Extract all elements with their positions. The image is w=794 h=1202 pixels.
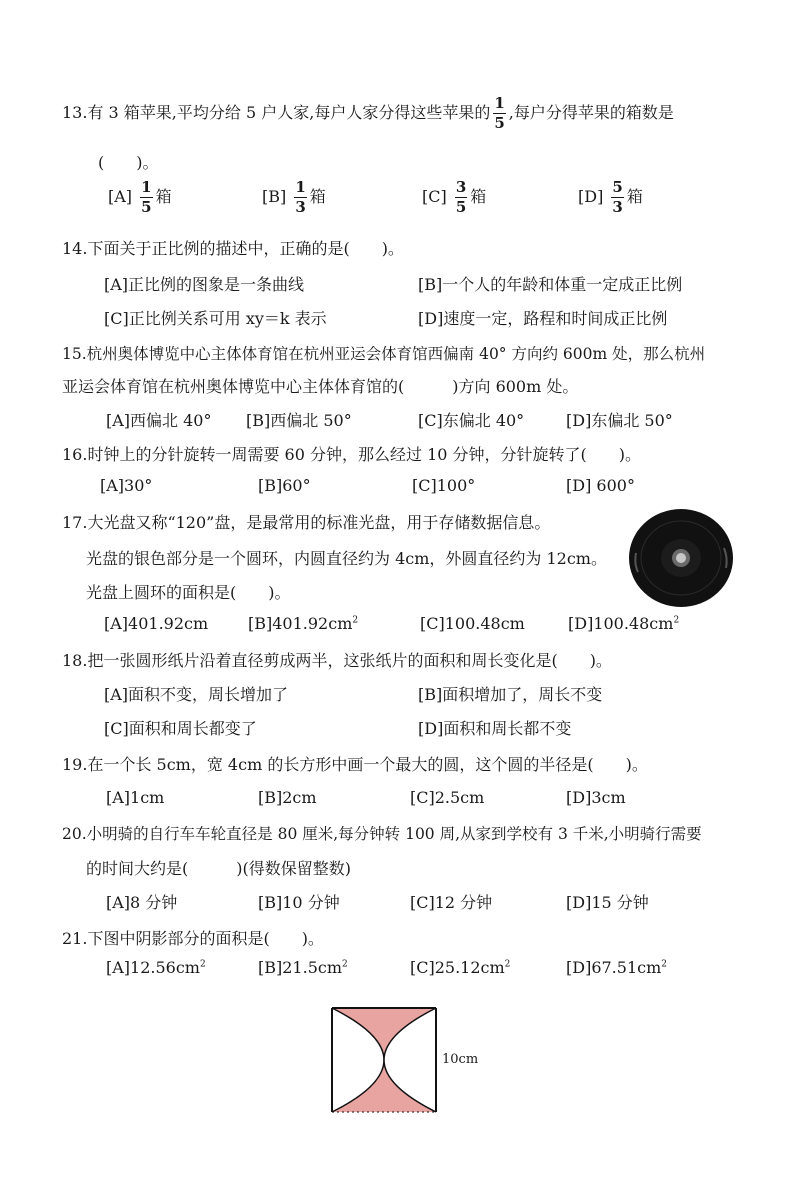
- q21-option-d: $[D]67.51cm^2$: [566, 958, 667, 977]
- q17-stem-line2: 光盘的银色部分是一个圆环，内圆直径约为 4cm，外圆直径约为 12cm。: [86, 549, 607, 568]
- q14-option-a: [A]正比例的图象是一条曲线: [104, 275, 305, 294]
- q18-option-a: [A]面积不变，周长增加了: [104, 685, 289, 704]
- q21-figure-label: 10cm: [442, 1052, 479, 1067]
- q17-stem-line3: 光盘上圆环的面积是( )。: [86, 583, 291, 602]
- q21-shaded-figure: [328, 1004, 440, 1116]
- q19-option-a: [A]1cm: [106, 788, 165, 807]
- q15-option-c: [C]东偏北 40°: [418, 411, 525, 430]
- q14-option-d: [D]速度一定，路程和时间成正比例: [418, 309, 668, 328]
- q13-option-b: [B] $\frac{1}{3}$ 箱: [262, 178, 326, 216]
- q13-stem-a: 13.有 3 箱苹果,平均分给 5 户人家,每户人家分得这些苹果的: [62, 103, 491, 122]
- q21-option-b: $[B]21.5cm^2$: [258, 958, 348, 977]
- q13-option-a: [A] $\frac{1}{5}$ 箱: [108, 178, 172, 216]
- q15-option-b: [B]西偏北 50°: [246, 411, 352, 430]
- q18-option-b: [B]面积增加了，周长不变: [418, 685, 603, 704]
- q17-option-b: $[B]401.92cm^2$: [248, 614, 359, 633]
- q19-option-c: [C]2.5cm: [410, 788, 485, 807]
- q16-option-d: [D] 600°: [566, 476, 635, 495]
- q18-option-d: [D]面积和周长都不变: [418, 719, 572, 738]
- q16-option-a: [A]30°: [100, 476, 153, 495]
- q19-option-d: [D]3cm: [566, 788, 626, 807]
- q21-stem: 21.下图中阴影部分的面积是( )。: [62, 929, 324, 948]
- q15-stem-line1: 15.杭州奥体博览中心主体体育馆在杭州亚运会体育馆西偏南 40° 方向约 600m 处，那么杭州: [62, 345, 706, 363]
- q17-option-c: [C]100.48cm: [420, 614, 525, 633]
- q20-option-c: [C]12 分钟: [410, 893, 493, 912]
- q16-stem: 16.时钟上的分针旋转一周需要 60 分钟，那么经过 10 分钟，分针旋转了( )。: [62, 445, 641, 464]
- q14-stem: 14.下面关于正比例的描述中，正确的是( )。: [62, 239, 404, 258]
- q13-option-d: [D] $\frac{5}{3}$ 箱: [578, 178, 643, 216]
- q20-option-a: [A]8 分钟: [106, 893, 178, 912]
- q13-option-c: [C] $\frac{3}{5}$ 箱: [422, 178, 487, 216]
- q20-option-b: [B]10 分钟: [258, 893, 340, 912]
- cd-disc-photo: [628, 508, 734, 608]
- q14-option-c: [C]正比例关系可用 xy＝k 表示: [104, 309, 327, 328]
- q15-option-a: [A]西偏北 40°: [106, 411, 212, 430]
- q21-option-a: $[A]12.56cm^2$: [106, 958, 206, 977]
- q18-stem: 18.把一张圆形纸片沿着直径剪成两半，这张纸片的面积和周长变化是( )。: [62, 651, 612, 670]
- q21-option-c: $[C]25.12cm^2$: [410, 958, 511, 977]
- q17-option-d: $[D]100.48cm^2$: [568, 614, 680, 633]
- q13-stem-b: ,每户分得苹果的箱数是: [508, 103, 674, 122]
- q17-option-a: [A]401.92cm: [104, 614, 209, 633]
- q16-option-c: [C]100°: [412, 476, 476, 495]
- q18-option-c: [C]面积和周长都变了: [104, 719, 257, 738]
- q20-stem-line2: 的时间大约是( )(得数保留整数): [86, 859, 351, 878]
- q13-stem-answer-blank: ( )。: [98, 153, 159, 172]
- q16-option-b: [B]60°: [258, 476, 311, 495]
- q17-stem-line1: 17.大光盘又称“120”盘，是最常用的标准光盘，用于存储数据信息。: [62, 513, 551, 532]
- q20-stem-line1: 20.小明骑的自行车车轮直径是 80 厘米,每分钟转 100 周,从家到学校有 3 千米,小明骑行需要: [62, 825, 702, 843]
- q13-stem-fraction: $\frac{1}{5}$: [494, 94, 505, 132]
- q19-stem: 19.在一个长 5cm，宽 4cm 的长方形中画一个最大的圆，这个圆的半径是( )。: [62, 755, 648, 774]
- q19-option-b: [B]2cm: [258, 788, 317, 807]
- q14-option-b: [B]一个人的年龄和体重一定成正比例: [418, 275, 683, 294]
- q15-stem-line2: 亚运会体育馆在杭州奥体博览中心主体体育馆的( )方向 600m 处。: [62, 377, 579, 396]
- q20-option-d: [D]15 分钟: [566, 893, 649, 912]
- q15-option-d: [D]东偏北 50°: [566, 411, 673, 430]
- q13-stem: [62, 96, 674, 131]
